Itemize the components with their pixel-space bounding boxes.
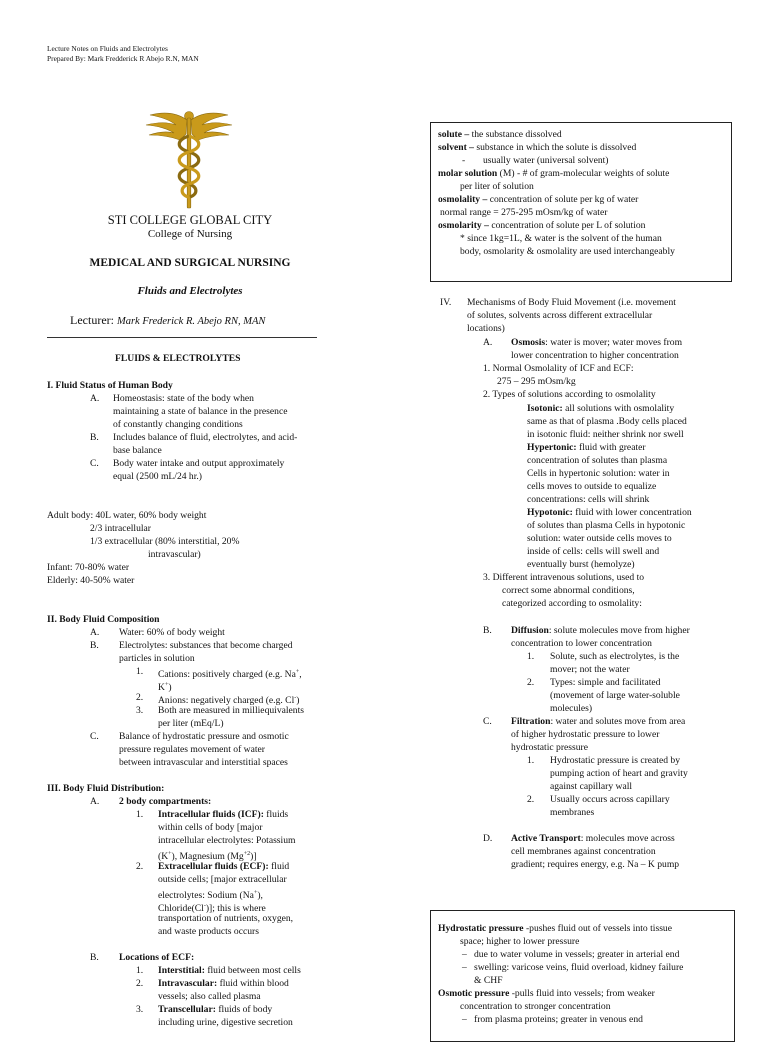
def-text: concentration of solute per L of solution (491, 220, 646, 231)
s2-c-line2: pressure regulates movement of water (119, 744, 265, 755)
ecf-loc-2 (158, 978, 289, 991)
doc-header-line2: Prepared By: Mark Fredderick R Abejo R.N, MAN (47, 54, 199, 63)
def-text: concentration of solute per kg of water (489, 194, 639, 205)
na-text: electrolytes: Sodium (Na (158, 890, 254, 902)
superscript: - (203, 903, 206, 909)
s1-a-line1: Homeostasis: state of the body when (113, 393, 254, 404)
hypertonic-line5: concentrations: cells will shrink (527, 494, 650, 505)
osmotic-term: Osmotic pressure (438, 988, 510, 999)
def-osmolarity (438, 220, 645, 233)
filtration-text: : water and solutes move from area (550, 716, 686, 727)
hydrostatic-bullet-1: due to water volume in vessels; greater in arterial end (474, 949, 680, 960)
body-water-infant: Infant: 70-80% water (47, 562, 130, 573)
marker-a: A. (483, 337, 493, 348)
s1-b-line1: Includes balance of fluid, electrolytes, and acid- (113, 432, 298, 443)
diffusion-term: Diffusion (511, 625, 549, 636)
body-water-line3: 1/3 extracellular (80% interstitial, 20% (90, 536, 240, 547)
def-term: solvent – (438, 142, 474, 153)
def-osmolality (438, 194, 638, 207)
s2-n3-line2: per liter (mEq/L) (158, 718, 224, 729)
def-solvent (438, 142, 636, 155)
ecf-loc-1 (158, 965, 301, 978)
body-water-line2: 2/3 intracellular (90, 523, 152, 534)
filtration-2-line2: membranes (550, 807, 595, 818)
marker-b: B. (90, 952, 99, 963)
isotonic-text: all solutions with osmolality (565, 403, 675, 414)
marker-1: 1. (136, 666, 144, 677)
k-text: K (158, 682, 165, 694)
icf-line2: within cells of body [major (158, 822, 263, 833)
marker-3: 3. (136, 705, 144, 716)
doc-header-line1: Lecture Notes on Fluids and Electrolytes (47, 44, 168, 53)
marker-3: 3. (136, 1004, 144, 1015)
marker-b: B. (90, 640, 99, 651)
ecf-line1 (158, 861, 289, 874)
diffusion-line2: concentration to lower concentration (511, 638, 652, 649)
s2-b-line2: particles in solution (119, 653, 195, 664)
marker-c: C. (90, 731, 99, 742)
def-molar (438, 168, 669, 181)
paren: ) (296, 695, 300, 707)
k-text: (K (158, 851, 169, 863)
def-term: solute – (438, 129, 470, 140)
ecf-line5: transportation of nutrients, oxygen, (158, 913, 294, 924)
lecturer-label: Lecturer: (70, 313, 114, 327)
filtration-term: Filtration (511, 716, 551, 727)
hypotonic-text: fluid with lower concentration (575, 507, 692, 518)
hypertonic-text: fluid with greater (578, 442, 646, 453)
icf-term: Intracellular fluids (ICF): (158, 809, 264, 820)
def-term: molar solution (438, 168, 498, 179)
ecf-loc-3b: including urine, digestive secretion (158, 1017, 293, 1028)
filtration-line3: hydrostatic pressure (511, 742, 588, 753)
hypertonic-term: Hypertonic: (527, 442, 577, 453)
s2-cations: Cations: positively charged (e.g. Na+, (158, 669, 302, 681)
s1-b-line2: base balance (113, 445, 162, 456)
marker-b: B. (90, 432, 99, 443)
diffusion-text: : solute molecules move from higher (548, 625, 690, 636)
hydrostatic-term: Hydrostatic pressure (438, 923, 524, 934)
loc-text: fluid within blood (219, 978, 289, 989)
hydrostatic-text: -pushes fluid out of vessels into tissue (525, 923, 672, 934)
marker-1: 1. (136, 809, 144, 820)
paren: ) (168, 682, 172, 694)
icf-text: fluids (266, 809, 289, 820)
paren: )] (250, 851, 257, 863)
hypotonic-term: Hypotonic: (527, 507, 573, 518)
osmosis-line1 (511, 337, 682, 350)
marker-1: 1. (136, 965, 144, 976)
isotonic-line1 (527, 403, 674, 416)
hypertonic-line3: Cells in hypertonic solution: water in (527, 468, 670, 479)
osmotic-text: -pulls fluid into vessels; from weaker (511, 988, 655, 999)
def-solute (438, 129, 562, 142)
osmosis-text: : water is mover; water moves from (545, 337, 683, 348)
title-divider (47, 337, 317, 338)
active-transport-line2: cell membranes against concentration (511, 846, 656, 857)
superscript: + (253, 890, 258, 896)
lecturer-name: Mark Frederick R. Abejo RN, MAN (116, 316, 266, 327)
filtration-1-line1: Hydrostatic pressure is created by (550, 755, 681, 766)
def-text: (M) - # of gram-molecular weights of solute (499, 168, 670, 179)
section-4-line1: Mechanisms of Body Fluid Movement (i.e. movement (467, 297, 676, 308)
body-water-line1: Adult body: 40L water, 60% body weight (47, 510, 207, 521)
superscript: + (164, 682, 169, 688)
osmosis-n3-line2: correct some abnormal conditions, (502, 585, 635, 596)
def-solvent-dash: - (462, 155, 466, 166)
marker-1: 1. (527, 651, 535, 662)
marker-a: A. (90, 627, 100, 638)
osmosis-n2: 2. Types of solutions according to osmolality (483, 389, 656, 400)
loc-text: fluid between most cells (207, 965, 301, 976)
ecf-text: )]; this is where (205, 903, 266, 915)
hypotonic-line5: eventually burst (hemolyze) (527, 559, 635, 570)
cations-text: Cations: positively charged (e.g. Na (158, 669, 296, 681)
def-note-1: * since 1kg=1L, & water is the solvent of the human (460, 233, 662, 244)
loc-term: Transcellular: (158, 1004, 216, 1015)
marker-d: D. (483, 833, 493, 844)
marker-a: A. (90, 393, 100, 404)
marker-1: 1. (527, 755, 535, 766)
osmotic-line2: concentration to stronger concentration (460, 1001, 611, 1012)
section-4-line2: of solutes, solvents across different extracellular (467, 310, 653, 321)
hypotonic-line2: of solutes than plasma Cells in hypotonic (527, 520, 686, 531)
hypertonic-line1 (527, 442, 646, 455)
caduceus-logo (140, 106, 238, 212)
school-name: STI COLLEGE GLOBAL CITY (107, 213, 273, 227)
marker-2: 2. (527, 794, 535, 805)
osmotic-line1 (438, 988, 655, 1001)
hypotonic-line1 (527, 507, 692, 520)
icf-line1 (158, 809, 288, 822)
section-heading: FLUIDS & ELECTROLYTES (115, 353, 241, 364)
s1-a-line2: maintaining a state of balance in the presence (113, 406, 288, 417)
diffusion-2-line1: Types: simple and facilitated (550, 677, 661, 688)
section-2-title: II. Body Fluid Composition (47, 614, 160, 625)
superscript: - (294, 695, 297, 701)
ecf-line6: and waste products occurs (158, 926, 259, 937)
loc-term: Intravascular: (158, 978, 218, 989)
superscript: + (168, 851, 172, 857)
mg-text: ), Magnesium (Mg (171, 851, 244, 863)
hypertonic-line4: cells moves to outside to equalize (527, 481, 657, 492)
s2-c-line1: Balance of hydrostatic pressure and osmotic (119, 731, 289, 742)
def-normal-range: normal range = 275-295 mOsm/kg of water (440, 207, 608, 218)
ecf-line2: outside cells; [major extracellular (158, 874, 287, 885)
diffusion-2-line2: (movement of large water-soluble (550, 690, 680, 701)
marker-b: B. (483, 625, 492, 636)
filtration-1-line3: against capillary wall (550, 781, 633, 792)
osmotic-bullet-1: from plasma proteins; greater in venous end (474, 1014, 643, 1025)
osmosis-line2: lower concentration to higher concentration (511, 350, 679, 361)
diffusion-2-line3: molecules) (550, 703, 593, 714)
osmosis-n3-line3: categorized according to osmolality: (502, 598, 642, 609)
active-transport-line3: gradient; requires energy, e.g. Na – K pump (511, 859, 680, 870)
bullet-dash: – (462, 949, 467, 960)
osmosis-term: Osmosis (511, 337, 546, 348)
hypotonic-line3: solution: water outside cells moves to (527, 533, 672, 544)
lecturer-line (70, 313, 265, 329)
diffusion-line1 (511, 625, 690, 638)
course-title: MEDICAL AND SURGICAL NURSING (89, 257, 291, 269)
marker-c: C. (483, 716, 492, 727)
loc-term: Interstitial: (158, 965, 205, 976)
s1-a-line3: of constantly changing conditions (113, 419, 243, 430)
active-transport-term: Active Transport (511, 833, 581, 844)
isotonic-line3: in isotonic fluid: neither shrink nor swell (527, 429, 684, 440)
hypotonic-line4: inside of cells: cells will swell and (527, 546, 660, 557)
hydrostatic-bullet-2b: & CHF (474, 975, 503, 986)
ecf-loc-2b: vessels; also called plasma (158, 991, 261, 1002)
anions-text: Anions: negatively charged (e.g. Cl (158, 695, 295, 707)
diffusion-1-line2: mover; not the water (550, 664, 630, 675)
active-transport-line1 (511, 833, 675, 846)
section-4-number: IV. (440, 297, 452, 308)
ecf-loc-3 (158, 1004, 272, 1017)
superscript: + (295, 669, 300, 675)
marker-c: C. (90, 458, 99, 469)
marker-2: 2. (136, 978, 144, 989)
isotonic-term: Isotonic: (527, 403, 563, 414)
bullet-dash: – (462, 962, 467, 973)
ecf-term: Extracellular fluids (ECF): (158, 861, 269, 872)
s3-b: Locations of ECF: (119, 952, 195, 963)
s1-c-line1: Body water intake and output approximately (113, 458, 285, 469)
marker-2: 2. (136, 861, 144, 872)
filtration-2-line1: Usually occurs across capillary (550, 794, 670, 805)
s2-b-line1: Electrolytes: substances that become charged (119, 640, 293, 651)
isotonic-line2: same as that of plasma .Body cells placed (527, 416, 687, 427)
def-solvent-sub: usually water (universal solvent) (483, 155, 609, 166)
s2-n3-line1: Both are measured in milliequivalents (158, 705, 305, 716)
osmosis-n3-line1: 3. Different intravenous solutions, used to (483, 572, 645, 583)
body-water-line4: intravascular) (148, 549, 201, 560)
marker-2: 2. (136, 692, 144, 703)
ecf-text: fluid (271, 861, 290, 872)
diffusion-1-line1: Solute, such as electrolytes, is the (550, 651, 680, 662)
marker-2: 2. (527, 677, 535, 688)
def-text: substance in which the solute is dissolved (476, 142, 637, 153)
hydrostatic-line2: space; higher to lower pressure (460, 936, 580, 947)
hydrostatic-bullet-2: swelling: varicose veins, fluid overload, kidney failure (474, 962, 684, 973)
body-water-elderly: Elderly: 40-50% water (47, 575, 135, 586)
marker-a: A. (90, 796, 100, 807)
s1-c-line2: equal (2500 mL/24 hr.) (113, 471, 202, 482)
filtration-line2: of higher hydrostatic pressure to lower (511, 729, 660, 740)
hydrostatic-line1 (438, 923, 672, 936)
s2-c-line3: between intravascular and interstitial spaces (119, 757, 288, 768)
def-note-2: body, osmolarity & osmolality are used interchangeably (460, 246, 675, 257)
osmosis-n1-value: 275 – 295 mOsm/kg (497, 376, 576, 387)
osmosis-n1: 1. Normal Osmolality of ICF and ECF: (483, 363, 634, 374)
section-4-line3: locations) (467, 323, 505, 334)
bullet-dash: – (462, 1014, 467, 1025)
section-3-title: III. Body Fluid Distribution: (47, 783, 165, 794)
cl-text: Chloride(Cl (158, 903, 204, 915)
active-transport-text: : molecules move across (580, 833, 675, 844)
topic-title: Fluids and Electrolytes (137, 285, 243, 297)
def-term: osmolality – (438, 194, 488, 205)
loc-text: fluids of body (218, 1004, 273, 1015)
college-name: College of Nursing (147, 228, 233, 240)
section-1-title: I. Fluid Status of Human Body (47, 380, 173, 391)
filtration-line1 (511, 716, 685, 729)
s3-a: 2 body compartments: (119, 796, 212, 807)
superscript: +2 (243, 851, 251, 857)
filtration-1-line2: pumping action of heart and gravity (550, 768, 688, 779)
paren: ), (257, 890, 263, 902)
def-text: the substance dissolved (471, 129, 562, 140)
icf-line3: intracellular electrolytes: Potassium (158, 835, 296, 846)
def-molar-2: per liter of solution (460, 181, 534, 192)
s2-a: Water: 60% of body weight (119, 627, 225, 638)
hypertonic-line2: concentration of solutes than plasma (527, 455, 668, 466)
def-term: osmolarity – (438, 220, 489, 231)
